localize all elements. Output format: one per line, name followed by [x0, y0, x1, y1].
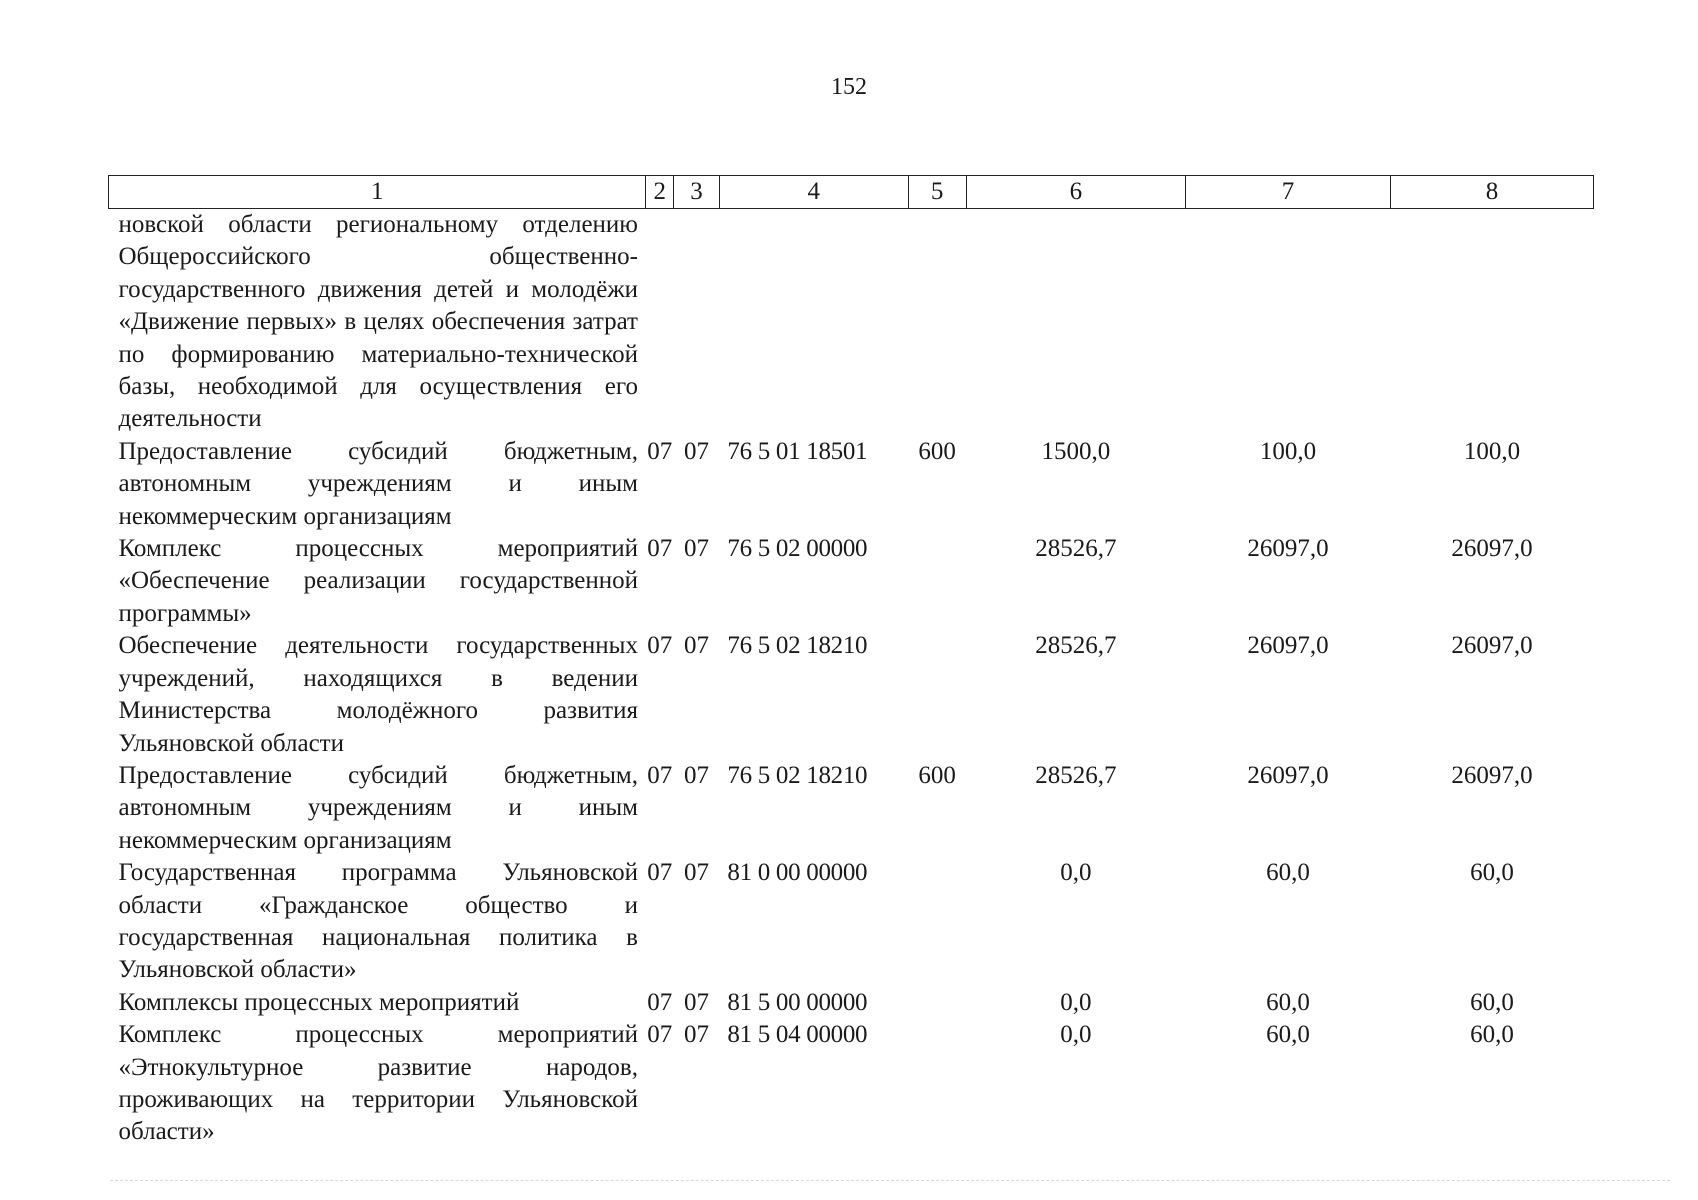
row-value-col7: 60,0	[1266, 1021, 1310, 1049]
row-subsection: 07	[683, 632, 709, 660]
row-value-col8: 60,0	[1470, 1021, 1514, 1049]
row-subsection: 07	[683, 761, 709, 789]
row-target-article: 81 0 00 00000	[727, 859, 868, 887]
row-expense-type: 600	[918, 437, 956, 465]
row-name: Обеспечение деятельности государственных учреждений, находящихся в ведении Министерства молодёжного развития Ульяновской области	[118, 632, 638, 757]
row-subsection: 07	[683, 859, 709, 887]
row-target-article: 76 5 01 18501	[727, 437, 868, 465]
row-subsection: 07	[683, 437, 709, 465]
row-expense-type: 600	[918, 761, 956, 789]
page-number: 152	[831, 74, 867, 100]
row-target-article	[719, 209, 908, 436]
row-section: 07	[647, 988, 673, 1016]
row-expense-type	[908, 857, 966, 987]
row-value-col8: 26097,0	[1451, 761, 1533, 789]
header-col-7: 7	[1185, 176, 1390, 209]
row-expense-type	[908, 533, 966, 630]
row-value-col6: 0,0	[1060, 988, 1092, 1016]
scan-artifact-line	[110, 1180, 1670, 1181]
row-target-article: 81 5 00 00000	[727, 988, 868, 1016]
row-name: новской области региональному отделению Общероссийского общественно-государственного движения детей и молодёжи «Движение первых» в целях обеспечения затрат по формированию материально-технической базы, необходимой для осуществления его деятельности	[118, 211, 638, 433]
row-value-col8: 26097,0	[1451, 535, 1533, 563]
row-value-col6: 28526,7	[1035, 632, 1117, 660]
row-expense-type	[908, 209, 966, 436]
header-col-5: 5	[908, 176, 966, 209]
row-name: Комплекс процессных мероприятий «Этнокультурное развитие народов, проживающих на территории Ульяновской области»	[118, 1021, 638, 1146]
row-value-col8	[1390, 209, 1593, 436]
row-value-col8: 60,0	[1470, 988, 1514, 1016]
row-value-col8: 60,0	[1470, 859, 1514, 887]
row-value-col7: 60,0	[1266, 988, 1310, 1016]
table-row	[109, 987, 1594, 1019]
row-section: 07	[647, 859, 673, 887]
row-name: Государственная программа Ульяновской области «Гражданское общество и государственная национальная политика в Ульяновской области»	[118, 859, 638, 984]
row-section: 07	[647, 437, 673, 465]
header-col-4: 4	[719, 176, 908, 209]
row-value-col6: 1500,0	[1041, 437, 1111, 465]
row-value-col7: 100,0	[1259, 437, 1317, 465]
row-expense-type	[908, 1019, 966, 1149]
header-col-8: 8	[1390, 176, 1593, 209]
row-value-col8: 100,0	[1463, 437, 1521, 465]
row-target-article: 76 5 02 00000	[727, 535, 868, 563]
header-col-2: 2	[646, 176, 674, 209]
table-row	[109, 1019, 1594, 1149]
row-name: Комплексы процессных мероприятий	[118, 988, 520, 1016]
row-value-col6: 0,0	[1060, 1021, 1092, 1049]
row-section: 07	[647, 1021, 673, 1049]
row-section: 07	[647, 535, 673, 563]
header-col-3: 3	[674, 176, 720, 209]
table-header-row	[109, 176, 1594, 209]
table-header	[109, 176, 1594, 209]
row-value-col8: 26097,0	[1451, 632, 1533, 660]
header-col-6: 6	[966, 176, 1185, 209]
row-value-col7: 26097,0	[1247, 535, 1329, 563]
budget-table	[108, 175, 1594, 1149]
table-row	[109, 436, 1594, 533]
row-section	[646, 209, 674, 436]
row-value-col7: 60,0	[1266, 859, 1310, 887]
row-section: 07	[647, 761, 673, 789]
table-row	[109, 857, 1594, 987]
header-col-1: 1	[109, 176, 646, 209]
row-value-col6: 28526,7	[1035, 761, 1117, 789]
row-target-article: 76 5 02 18210	[727, 632, 868, 660]
table-row	[109, 630, 1594, 760]
row-value-col6: 28526,7	[1035, 535, 1117, 563]
row-target-article: 76 5 02 18210	[727, 761, 868, 789]
row-name: Предоставление субсидий бюджетным, автономным учреждениям и иным некоммерческим организациям	[118, 437, 638, 530]
row-target-article: 81 5 04 00000	[727, 1021, 868, 1049]
row-subsection: 07	[683, 535, 709, 563]
row-value-col6: 0,0	[1060, 859, 1092, 887]
row-value-col6	[966, 209, 1185, 436]
row-section: 07	[647, 632, 673, 660]
table-row	[109, 533, 1594, 630]
row-name: Комплекс процессных мероприятий «Обеспечение реализации государственной программы»	[118, 535, 638, 627]
table-body	[109, 209, 1594, 1149]
row-value-col7: 26097,0	[1247, 632, 1329, 660]
table-row	[109, 209, 1594, 436]
table-row	[109, 760, 1594, 857]
row-value-col7: 26097,0	[1247, 761, 1329, 789]
row-value-col7	[1185, 209, 1390, 436]
row-name: Предоставление субсидий бюджетным, автономным учреждениям и иным некоммерческим организациям	[118, 761, 638, 854]
row-expense-type	[908, 630, 966, 760]
row-expense-type	[908, 987, 966, 1019]
row-subsection	[674, 209, 720, 436]
row-subsection: 07	[683, 1021, 709, 1049]
row-subsection: 07	[683, 988, 709, 1016]
